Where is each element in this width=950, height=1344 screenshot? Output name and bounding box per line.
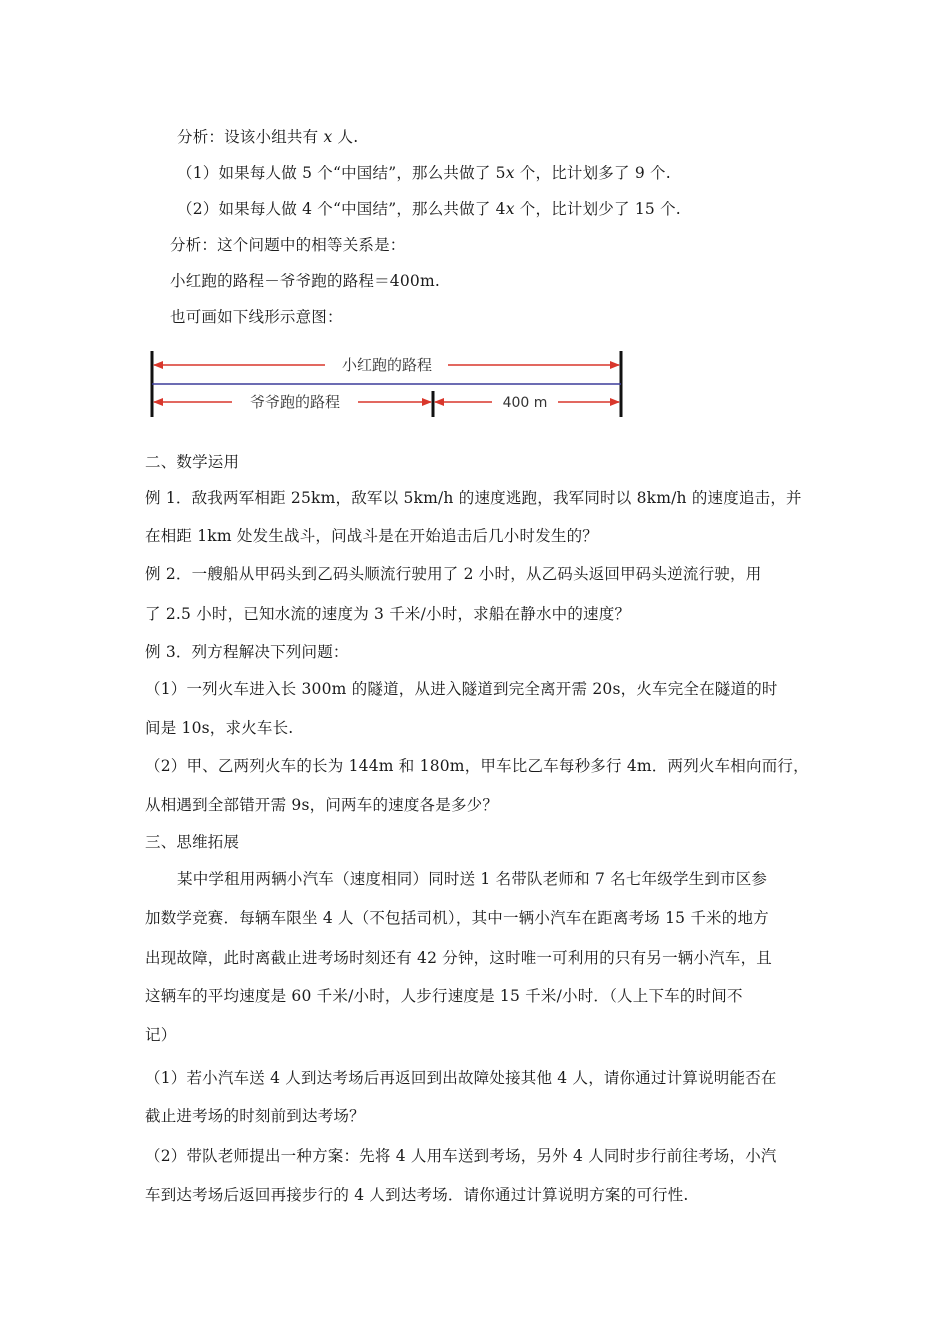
analysis-intro [177, 127, 358, 147]
example-1-line-1: 例 1．敌我两军相距 25km，敌军以 5km/h 的速度逃跑，我军同时以 8km/h 的速度追击，并 [145, 489, 802, 507]
bottom-right-label: 400 m [502, 395, 548, 411]
top-label: 小红跑的路程 [341, 356, 433, 374]
example-3-line-1: 例 3．列方程解决下列问题： [145, 643, 349, 661]
relation-equation: 小红跑的路程－爷爷跑的路程＝400m. [170, 272, 441, 290]
variable-x: x [505, 164, 515, 182]
variable-x: x [323, 128, 333, 146]
example-3-part-2-line-2: 从相遇到全部错开需 9s，问两车的速度各是多少？ [145, 796, 499, 814]
analysis-intro-text: 分析：设该小组共有 [177, 128, 324, 146]
analysis-case-2 [177, 199, 681, 219]
problem-para-line-2: 加数学竞赛．每辆车限坐 4 人（不包括司机），其中一辆小汽车在距离考场 15 千米的地方 [145, 909, 769, 927]
analysis-case-1 [177, 163, 671, 183]
bottom-left-label: 爷爷跑的路程 [249, 393, 341, 411]
question-2-line-2: 车到达考场后返回再接步行的 4 人到达考场．请你通过计算说明方案的可行性. [145, 1186, 689, 1204]
example-2-line-1: 例 2．一艘船从甲码头到乙码头顺流行驶用了 2 小时，从乙码头返回甲码头逆流行驶，用 [145, 565, 762, 583]
distance-line-diagram [140, 345, 640, 423]
example-3-part-2-line-1: （2）甲、乙两列火车的长为 144m 和 180m，甲车比乙车每秒多行 4m．两列火车相向而行， [145, 757, 809, 775]
case-1-tail: 个，比计划多了 9 个. [514, 164, 671, 182]
example-1-line-2: 在相距 1km 处发生战斗，问战斗是在开始追击后几小时发生的？ [145, 527, 599, 545]
analysis-intro-tail: 人. [332, 128, 359, 146]
case-1-text: （1）如果每人做 5 个“中国结”，那么共做了 5 [177, 164, 506, 182]
problem-para-line-1: 某中学租用两辆小汽车（速度相同）同时送 1 名带队老师和 7 名七年级学生到市区参 [177, 870, 768, 888]
problem-para-line-5: 记） [145, 1026, 177, 1044]
example-3-part-1-line-2: 间是 10s，求火车长. [145, 719, 294, 737]
case-2-text: （2）如果每人做 4 个“中国结”，那么共做了 4 [177, 200, 506, 218]
question-1-line-2: 截止进考场的时刻前到达考场？ [145, 1107, 365, 1125]
section-2-heading: 二、数学运用 [145, 453, 240, 471]
problem-para-line-4: 这辆车的平均速度是 60 千米/小时，人步行速度是 15 千米/小时．（人上下车的时间不 [145, 987, 743, 1005]
diagram-note: 也可画如下线形示意图： [170, 308, 343, 326]
section-3-heading: 三、思维拓展 [145, 833, 240, 851]
variable-x: x [505, 200, 515, 218]
question-1-line-1: （1）若小汽车送 4 人到达考场后再返回到出故障处接其他 4 人，请你通过计算说明能否在 [145, 1069, 777, 1087]
relation-intro: 分析：这个问题中的相等关系是： [170, 236, 406, 254]
question-2-line-1: （2）带队老师提出一种方案：先将 4 人用车送到考场，另外 4 人同时步行前往考场，小汽 [145, 1147, 777, 1165]
problem-para-line-3: 出现故障，此时离截止进考场时刻还有 42 分钟，这时唯一可利用的只有另一辆小汽车，且 [145, 949, 772, 967]
example-3-part-1-line-1: （1）一列火车进入长 300m 的隧道，从进入隧道到完全离开需 20s，火车完全在隧道的时 [145, 680, 778, 698]
case-2-tail: 个，比计划少了 15 个. [514, 200, 681, 218]
example-2-line-2: 了 2.5 小时，已知水流的速度为 3 千米/小时，求船在静水中的速度？ [145, 605, 631, 623]
